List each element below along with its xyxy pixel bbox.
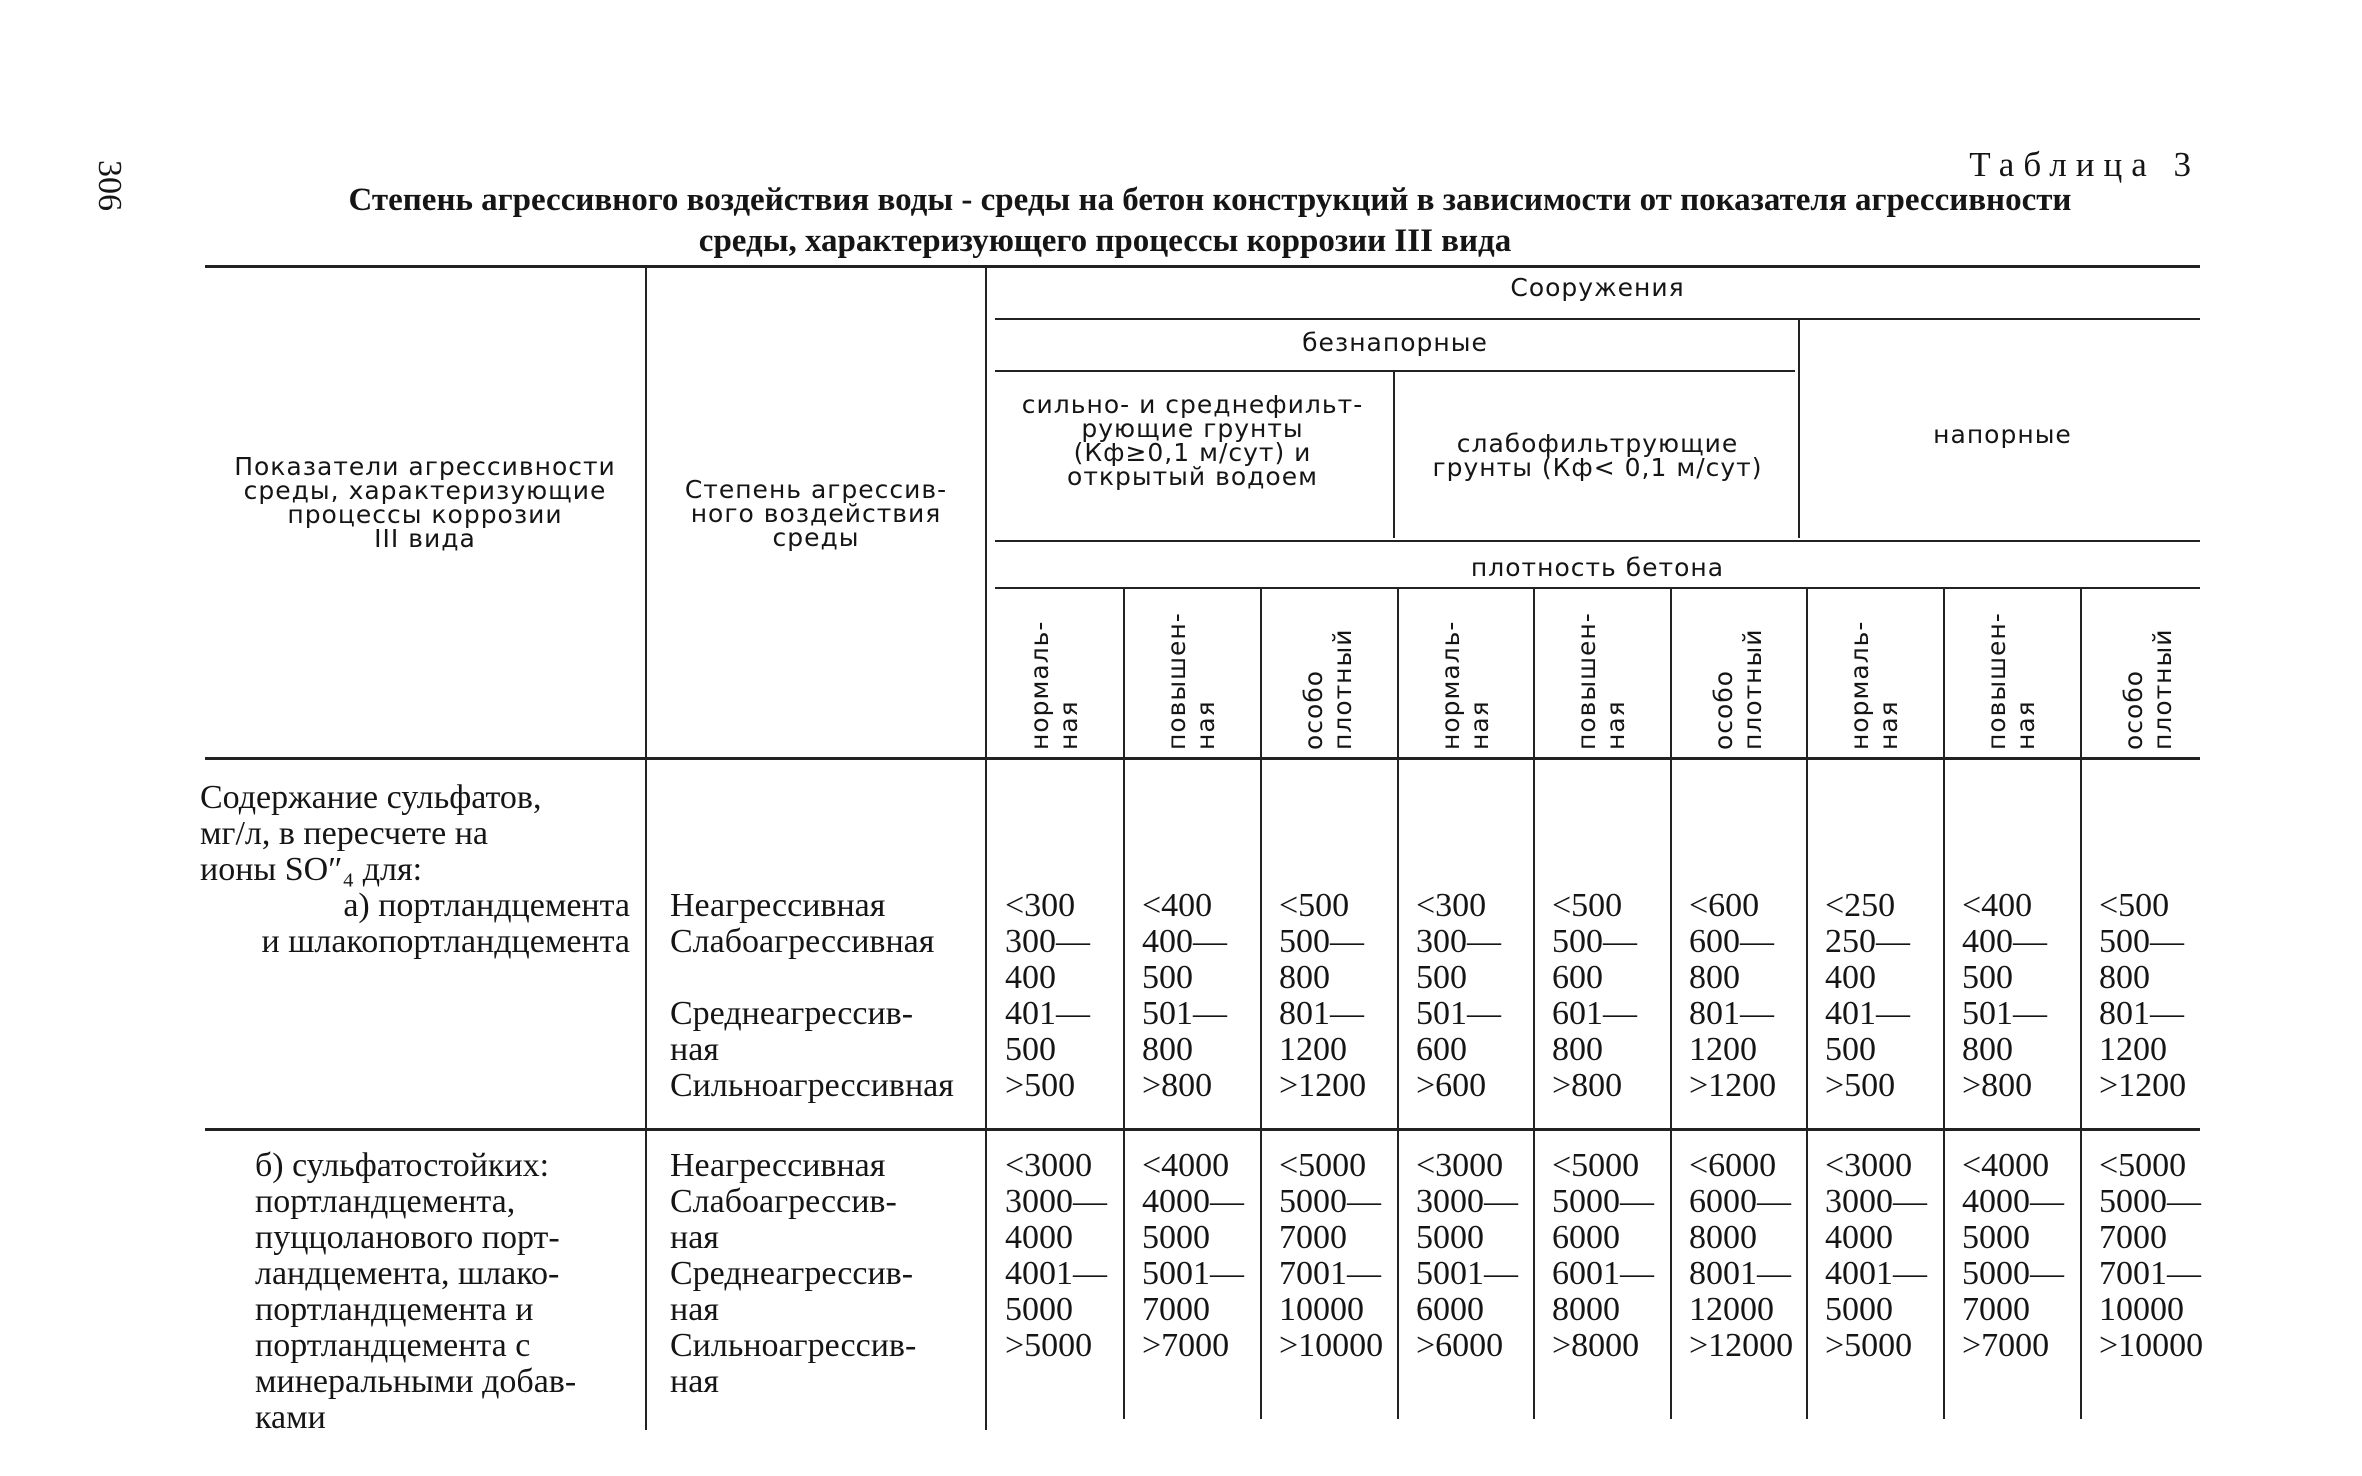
section-a-col-7: <250 250— 400 401— 500 >500 <box>1825 887 1910 1104</box>
section-b-col-7: <3000 3000— 4000 4001— 5000 >5000 <box>1825 1147 1927 1364</box>
density-col-3: особо плотный <box>1299 628 1357 750</box>
section-a-indicator: Содержание сульфатов, мг/л, в пересчете на ионы SO″₄ для: <box>200 779 542 888</box>
section-a-col-8: <400 400— 500 501— 800 >800 <box>1962 887 2047 1104</box>
header-degree: Степень агрессив- ного воздействия среды <box>684 475 948 552</box>
header-density: плотность бетона <box>1470 553 1725 582</box>
section-b-col-1: <3000 3000— 4000 4001— 5000 >5000 <box>1005 1147 1107 1364</box>
col-divider-2 <box>1260 589 1262 1419</box>
col-divider-filter <box>1393 372 1395 538</box>
section-a-col-9: <500 500— 800 801— 1200 >1200 <box>2099 887 2187 1104</box>
structures-rule <box>995 318 2200 320</box>
title-line-1: Степень агрессивного воздействия воды - среды на бетон конструкций в зависимости от показателя агрессивности <box>348 182 2072 218</box>
col-divider-1 <box>1123 589 1125 1419</box>
section-b-indicator: б) сульфатостойких: портландцемента, пуццоланового порт- ландцемента, шлако- портландцемента и портландцемента с минеральными добав- ками <box>255 1147 577 1436</box>
table-label: Таблица 3 <box>1969 145 2200 184</box>
section-b-col-3: <5000 5000— 7000 7001— 10000 >10000 <box>1279 1147 1384 1364</box>
col-divider-6 <box>1806 589 1808 1419</box>
section-b-col-2: <4000 4000— 5000 5001— 7000 >7000 <box>1142 1147 1244 1364</box>
density-col-6: особо плотный <box>1709 628 1767 750</box>
density-col-7: нормаль- ная <box>1845 620 1903 750</box>
section-b-col-4: <3000 3000— 5000 5001— 6000 >6000 <box>1416 1147 1518 1364</box>
header-non-pressure: безнапорные <box>1302 328 1488 357</box>
section-b-col-8: <4000 4000— 5000 5000— 7000 >7000 <box>1962 1147 2064 1364</box>
section-a-col-1: <300 300— 400 401— 500 >500 <box>1005 887 1090 1104</box>
section-b-col-5: <5000 5000— 6000 6001— 8000 >8000 <box>1552 1147 1654 1364</box>
col-divider-5 <box>1670 589 1672 1419</box>
table-top-rule <box>205 265 2200 268</box>
density-col-4: нормаль- ная <box>1436 620 1494 750</box>
section-a-col-2: <400 400— 500 501— 800 >800 <box>1142 887 1227 1104</box>
density-col-5: повышен- ная <box>1572 612 1630 750</box>
filter-rule <box>995 540 2200 542</box>
title-line-2: среды, характеризующего процессы коррозии III вида <box>698 223 1512 259</box>
density-rule <box>995 587 2200 589</box>
header-pressure: напорные <box>1933 420 2072 449</box>
density-col-9: особо плотный <box>2119 628 2177 750</box>
section-a-col-4: <300 300— 500 501— 600 >600 <box>1416 887 1501 1104</box>
col-divider-degree <box>985 265 987 1430</box>
section-b-col-6: <6000 6000— 8000 8001— 12000 >12000 <box>1689 1147 1794 1364</box>
section-b-col-9: <5000 5000— 7000 7001— 10000 >10000 <box>2099 1147 2204 1364</box>
header-structures: Сооружения <box>1510 273 1685 302</box>
density-col-1: нормаль- ная <box>1025 620 1083 750</box>
col-divider-indicator <box>645 265 647 1430</box>
section-a-indicator-sub: а) портландцемента и шлакопортландцемента <box>261 887 630 960</box>
section-a-col-3: <500 500— 800 801— 1200 >1200 <box>1279 887 1367 1104</box>
col-divider-8 <box>2080 589 2082 1419</box>
section-a-col-6: <600 600— 800 801— 1200 >1200 <box>1689 887 1777 1104</box>
header-bottom-rule <box>205 757 2200 760</box>
section-divider-rule <box>205 1128 2200 1131</box>
non-pressure-rule <box>995 370 1795 372</box>
header-strong-filter: сильно- и среднефильт- рующие грунты (Кф≥0,1 м/сут) и открытый водоем <box>1021 390 1364 491</box>
col-divider-4 <box>1533 589 1535 1419</box>
col-divider-pressure <box>1798 320 1800 538</box>
col-divider-3 <box>1397 589 1399 1419</box>
section-b-degrees: Неагрессивная Слабоагрессив- ная Среднеагрессив- ная Сильноагрессив- ная <box>670 1147 917 1400</box>
density-col-8: повышен- ная <box>1982 612 2040 750</box>
header-weak-filter: слабофильтрующие грунты (Кф< 0,1 м/сут) <box>1432 429 1763 482</box>
density-col-2: повышен- ная <box>1162 612 1220 750</box>
col-divider-7 <box>1943 589 1945 1419</box>
section-a-degrees: Неагрессивная Слабоагрессивная Среднеагрессив- ная Сильноагрессивная <box>670 887 954 1104</box>
table-title <box>220 180 2200 262</box>
section-a-col-5: <500 500— 600 601— 800 >800 <box>1552 887 1637 1104</box>
page-number: 306 <box>91 160 128 211</box>
header-indicator: Показатели агрессивности среды, характеризующие процессы коррозии III вида <box>234 452 616 553</box>
